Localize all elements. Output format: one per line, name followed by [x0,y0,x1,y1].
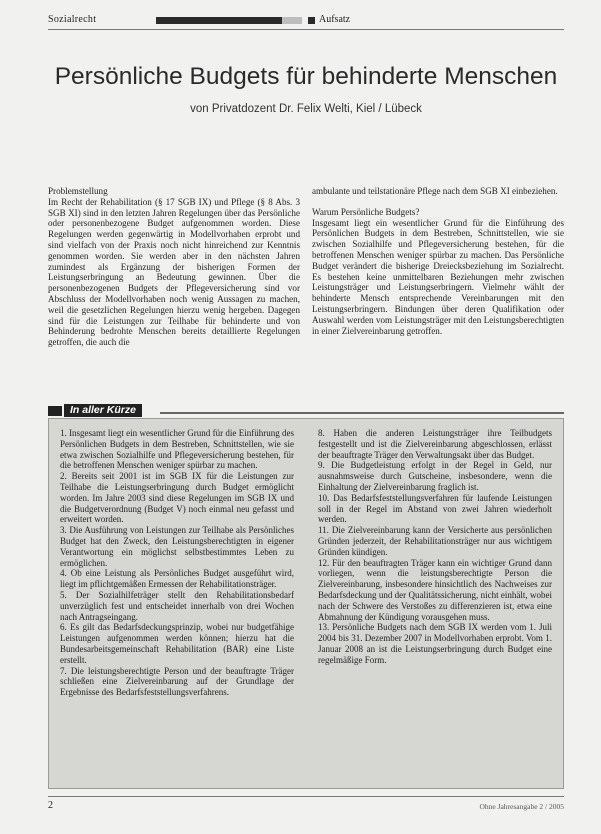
summary-item: 5. Der Sozialhilfeträger stellt den Rehabilitationsbedarf unverzüglich fest und entscheidet innerhalb von drei Wochen nach Antragseingang. [60,589,294,622]
page-number: 2 [48,800,53,811]
summary-column-left [60,428,294,698]
summary-item: 1. Insgesamt liegt ein wesentlicher Grund für die Einführung des Persönlichen Budgets in dem Bestreben, Schnittstellen, wie sie etwa zwischen Sozialhilfe und Pflegeversicherung bestehen, für die betroffenen Menschen weniger spürbar zu machen. [60,428,294,471]
summary-marker [48,406,62,416]
summary-item: 13. Persönliche Budgets nach dem SGB IX werden vom 1. Juli 2004 bis 31. Dezember 2007 in Modellvorhaben erprobt. Vom 1. Januar 2008 an ist die Leistungserbringung durch Budget eine regelmäßige Form. [318,622,552,665]
article-type-label: Aufsatz [319,14,351,25]
summary-item: 4. Ob eine Leistung als Persönliches Budget ausgeführt wird, liegt im pflichtgemäßen Ermessen der Rehabilitationsträger. [60,568,294,590]
summary-header [48,404,564,417]
summary-item: 2. Bereits seit 2001 ist im SGB IX für die Leistungen zur Teilhabe die Leistungserbringung durch Budget ermöglicht worden. Im Jahre 2003 sind diese Regelungen im SGB IX und die Budgetverordnung (Budget V) noch einmal neu gefasst und erweitert worden. [60,471,294,525]
paragraph: ambulante und teilstationäre Pflege nach dem SGB XI einbeziehen. [312,186,558,196]
summary-column-right [318,428,552,666]
article-author: von Privatdozent Dr. Felix Welti, Kiel / Lübeck [190,103,422,115]
summary-item: 9. Die Budgetleistung erfolgt in der Regel in Geld, nur ausnahmsweise durch Gutscheine, insbesondere, wenn die Einhaltung der Zielvereinbarung fraglich ist. [318,460,552,492]
header-square [308,17,315,24]
paragraph: Insgesamt liegt ein wesentlicher Grund für die Einführung des Persönlichen Budgets in dem Bestreben, Schnittstellen, wie sie zwischen Sozialhilfe und Pflegeversicherung bestehen, für die betroffenen Menschen weniger spürbar zu machen. Das Persönliche Budget verändert die bisherige Dreiecksbeziehung im Sozialrecht. Es bestehen keine unmittelbaren Beziehungen mehr zwischen Leistungsträger und Leistungserbringern. Vielmehr wählt der behinderte Mensch entsprechende Vereinbarungen mit den Leistungserbringern. Bindungen über deren Qualifikation oder Auswahl werden vom Leistungsträger mit den Leistungsberechtigten in einer Zielvereinbarung getroffen. [312,217,564,336]
paragraph: Im Recht der Rehabilitation (§ 17 SGB IX) und Pflege (§ 8 Abs. 3 SGB XI) sind in den letzten Jahren Regelungen über das Persönliche oder personenbezogene Budget aufgenommen worden. Diese Regelungen werden gegenwärtig in Modellvorhaben erprobt und sind vielfach von der Praxis noch nicht hinreichend zur Kenntnis genommen worden. Sie werden aber in den nächsten Jahren zumindest als Ergänzung der bisherigen Formen der Leistungserbringung an Bedeutung gewinnen. Über die personenbezogenen Budgets der Pflegeversicherung sind vor Abschluss der Modellvorhaben noch wenig Aussagen zu machen, weil die gesetzlichen Regelungen hierzu wenig hergeben. Dagegen sind für die Leistungen zur Teilhabe für behinderte und von Behinderung bedrohte Menschen bereits detaillierte Regelungen getroffen, die auch die [48,196,300,348]
summary-label: In aller Kürze [64,404,142,417]
summary-item: 12. Für den beauftragten Träger kann ein wichtiger Grund dann vorliegen, wenn die leistungsberechtigte Person die Zielvereinbarung, insbesondere hinsichtlich des Nachweises zur Bedarfsdeckung und der Qualitätssicherung, nicht einhält, wobei nach der Schwere des Verstoßes zu differenzieren ist, etwa eine Abmahnung der Kündigung vorausgehen muss. [318,557,552,622]
section-label: Sozialrecht [48,14,97,25]
section-heading: Warum Persönliche Budgets? [312,206,420,217]
summary-item: 11. Die Zielvereinbarung kann der Versicherte aus persönlichen Gründen jederzeit, der Rehabilitationsträger nur aus wichtigem Gründen kündigen. [318,525,552,557]
summary-item: 8. Haben die anderen Leistungsträger ihre Teilbudgets festgestellt und ist die Zielvereinbarung abgeschlossen, erlässt der beauftragte Träger den Verwaltungsakt über das Budget. [318,428,552,460]
summary-rule [160,412,564,414]
body-column-right [312,186,564,336]
header-rule [48,29,564,30]
article-title: Persönliche Budgets für behinderte Menschen [54,63,558,90]
running-header [48,14,564,28]
section-heading: Problemstellung [48,186,108,196]
header-bar-light [282,17,302,24]
summary-item: 7. Die leistungsberechtigte Person und der beauftragte Träger schließen eine Zielvereinbarung auf der Grundlage der Ergebnisse des Bedarfsfeststellungsverfahrens. [60,665,294,698]
journal-reference: Ohne Jahresangabe 2 / 2005 [479,802,564,811]
footer-rule [48,796,564,797]
summary-item: 3. Die Ausführung von Leistungen zur Teilhabe als Persönliches Budget hat den Zweck, den Leistungsberechtigten in eigener Verantwortung ein möglichst selbstbestimmtes Leben zu ermöglichen. [60,525,294,568]
header-bar [156,17,282,24]
summary-item: 6. Es gilt das Bedarfsdeckungsprinzip, wobei nur budgetfähige Leistungen aufgenommen werden können; hierzu hat die Bundesarbeitsgemeinschaft Rehabilitation (BAR) eine Liste erstellt. [60,622,294,665]
body-column-left [48,186,300,348]
summary-item: 10. Das Bedarfsfeststellungsverfahren für laufende Leistungen soll in der Regel im Abstand von zwei Jahren wiederholt werden. [318,492,552,525]
